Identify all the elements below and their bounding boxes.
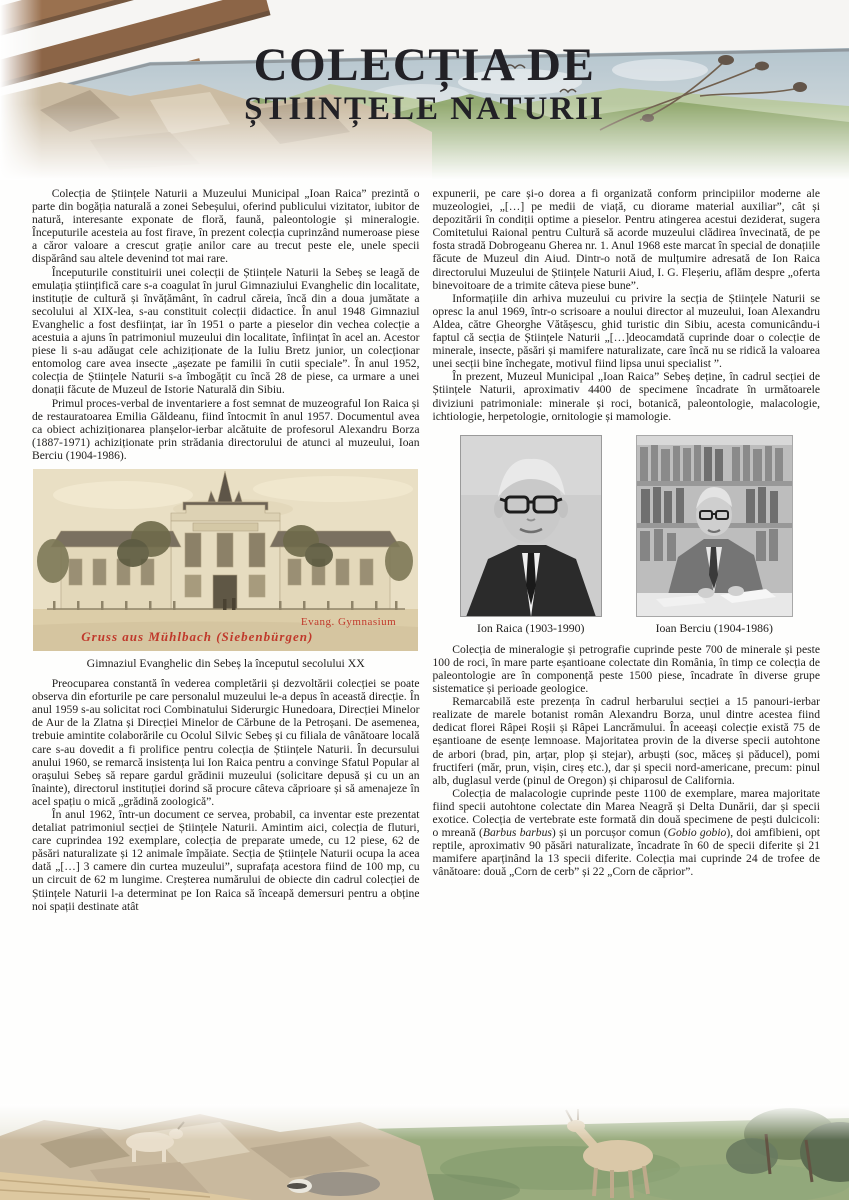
postcard-caption: Gimnaziul Evanghelic din Sebeș la începutul secolului XX — [86, 655, 365, 670]
left-column-top-paragraphs — [32, 187, 420, 462]
paragraph: Colecția de malacologie cuprinde peste 1100 de exemplare, marea majoritate fiind specii autohtone colectate din Marea Neagră și Delta Dunării, dar și specii exotice. Colecția de vertebrate este formată din două specimene de pești dulcicoli: o mreană (Barbus barbus) și un porcușor comun (Gobio gobio), doi amfibieni, opt reptile, aproximativ 90 păsări naturalizate, încadrate în 60 de specii diferite și 21 mamifere aparținând la 13 specii diferite. Colecția mai cuprinde 24 de trofee de vânătoare: două „Corn de cerb” și 22 „Corn de căprior”. — [432, 786, 820, 879]
ion-raica-caption: Ion Raica (1903-1990) — [477, 620, 585, 635]
left-column — [32, 187, 420, 913]
postcard-figure — [32, 469, 420, 670]
right-column-top-paragraphs — [433, 187, 821, 423]
paragraph: Remarcabilă este prezența în cadrul herbarului secției a 15 panouri-ierbar realizate de marele botanist român Alexandru Borza, unul dintre acestea fiind dedicat florei Râpei Roșii și Râpei Lancrămului. În aceeași colecție există 75 de eșantioane de esențe lemnoase. Majoritatea provin de la diverse specii autohtone de arbori (brad, pin, arțar, plop și stejar), arbuști (soc, măceș și păducel), pomi fructiferi (măr, prun, vișin, cireș etc.), dar și specii nord-americane, precum: pinul alb, duglasul verde (pinul de Oregon) și chiparosul de California. — [432, 695, 820, 787]
paragraph: Preocuparea constantă în vederea completării și dezvoltării colecției se poate observa din eforturile pe care personalul muzeului le-a depus în această direcție. În anul 1959 s-au solicitat roci Combinatului Siderurgic Hunedoara, Direcției Minelor de Aur de la Zlatna și Direcției Minelor de Cărbune de la Petroșani. De asemenea, trebuie amintite colaborările cu Ocolul Silvic Sebeș și cu filiala de vânătoare locală care s-au dovedit a fi prolifice pentru colecția de Științele Naturii. În decursului anului 1960, se remarcă insistența lui Ion Raica pentru a convinge Sfatul Popular al orașului Sebeș să repare gardul grădinii muzeului (solicitare depusă și cu un an înainte), directorul instituției dorind să procure câteva căprioare și să amenajeze în acel spațiu o mică „grădină zoologică”. — [32, 677, 420, 808]
paragraph: expunerii, pe care și-o dorea a fi organizată conform principiilor moderne ale muzeologiei, „[…] pe medii de viață, cu diorame material auxiliar”, cât și depozitării în condiții optime a pieselor. Pentru atingerea acestui deziderat, sugera Comitetului Raional pentru Cultură să acorde muzeului clădirea învecinată, de pe fosta stradă Dobrogeanu Gherea nr. 1. Anul 1968 este marcat în special de donațiile făcute de Muzeul din Aiud. Dintr-o notă de mulțumire adresată de Ion Raica directorului Muzeului de Științele Naturii Aiud, I. G. Fleșeriu, aflăm despre „oferta binevoitoare de a trimite câteva piese bune”. — [432, 187, 820, 292]
title-line-1: COLECȚIA DE — [253, 39, 596, 91]
ioan-berciu-portrait — [636, 435, 793, 635]
ioan-berciu-caption: Ioan Berciu (1904-1986) — [655, 620, 773, 635]
postcard-building-label: Evang. Gymnasium — [300, 615, 397, 628]
paragraph: Colecția de Științele Naturii a Muzeului Municipal „Ioan Raica” prezintă o parte din bogăția naturală a zonei Sebeșului, oferind publicului vizitator, iubitor de natură, interesante exponate de floră, faună, paleontologie și mineralogie. Începuturile acesteia au fost firave, în prezent colecția cuprinzând numeroase piese a căror valoare a crescut grație anilor care au trecut peste ele, unele specii dispărând sau altele devenind tot mai rare. — [32, 187, 420, 266]
article-body — [0, 180, 849, 913]
title-line-2: ȘTIINȚELE NATURII — [244, 91, 605, 127]
paragraph: În prezent, Muzeul Municipal „Ioan Raica” Sebeș deține, în cadrul secției de Științele Naturii, aproximativ 4400 de specimene încadrate în următoarele diviziuni patrimoniale: minerale și roci, botanică, paleontologie, malacologie, ichtiologie, herpetologie, ornitologie și mamologie. — [432, 370, 820, 423]
paragraph: Primul proces-verbal de inventariere a fost semnat de muzeograful Ion Raica și de restauratoarea Emilia Găldeanu, fiind întocmit în anul 1957. Documentul avea ca obiect achiziționarea planșelor-ierbar alcătuite de profesorul Alexandru Borza (1887-1971) achiziționate prin strădania directorului de atunci al muzeului, Ioan Berciu (1904-1986). — [32, 396, 420, 462]
paragraph: Începuturile constituirii unei colecții de Științele Naturii la Sebeș se leagă de emulația științifică care s-a coagulat în jurul Gimnaziului Evanghelic din localitate, instituție de cultură și învățământ, în cadrul căreia, încă din a doua jumătate a secolului al XIX-lea, s-au constituit colecții didactice. În anul 1948 Gimnaziul Evanghelic a fost desființat, iar în 1951 o parte a pieselor din vechea colecție a acestuia a ajuns în patrimoniul muzeului din localitate, înființat în acel an. Acestor piese li s-au adăugat cele achiziționate de la Iuliu Bretz junior, un colecționar entomolog care avea insecte „așezate pe familii în cutii speciale”. În anul 1952, colecția de Științele Naturii s-a îmbogățit cu încă 28 de piese, ca urmare a unei donații făcute de Muzeul de Istorie Naturală din Sibiu. — [32, 265, 420, 397]
right-column — [433, 187, 821, 913]
ioan-berciu-photo — [636, 435, 793, 617]
bottom-diorama-photo — [0, 1104, 849, 1200]
paragraph: Colecția de mineralogie și petrografie cuprinde peste 700 de minerale și peste 100 de roci, în mare parte eșantioane colectate din România, în timp ce colecția de paleontologie are în componență peste 1500 piese, încadrate în diverse grupe sistematice și perioade geologice. — [432, 642, 820, 696]
left-column-bottom-paragraphs — [32, 677, 420, 913]
ion-raica-photo — [460, 435, 602, 617]
postcard-greeting-text: Gruss aus Mühlbach (Siebenbürgen) — [81, 628, 314, 644]
page-title — [0, 39, 849, 127]
top-diorama-photo — [0, 0, 849, 180]
portraits-figure — [433, 435, 821, 635]
ion-raica-portrait — [460, 435, 602, 635]
postcard-image — [33, 469, 418, 651]
bottom-diorama-art — [0, 1104, 849, 1200]
right-column-bottom-paragraphs — [433, 643, 821, 879]
paragraph: Informațiile din arhiva muzeului cu privire la secția de Științele Naturii se opresc la anul 1969, într-o scrisoare a noului director al muzeului, Ioan Alexandru Aldea, către Gheorghe Vătășescu, ghid turistic din Sibiu, acesta comunicându-i faptul că secția de Științele Naturii „[…]deocamdată cuprinde doar o colecție de minerale, insecte, păsări și mamifere naturalizate, care încă nu se ridică la valoarea unei secții bine închegate, motivul fiind lipsa unui specialist ”. — [432, 291, 820, 371]
paragraph: În anul 1962, într-un document ce servea, probabil, ca inventar este prezentat detaliat patrimoniul secției de Științele Naturii. Amintim aici, colecția de fluturi, care cuprindea 192 exemplare, colecția de preparate umede, cu 12 piese, 62 de păsări naturalizate și 12 animale împăiate. Secția de Științele Naturii ocupa la acea dată „[…] 3 camere din curtea muzeului”, suprafața acestora fiind de 100 mp, cu un circuit de 62 m lungime. Creșterea numărului de obiecte din cadrul colecției de Științele Naturii l-a determinat pe Ion Raica să înceapă demersuri pentru a obține noi spații destinate atât — [32, 808, 420, 913]
